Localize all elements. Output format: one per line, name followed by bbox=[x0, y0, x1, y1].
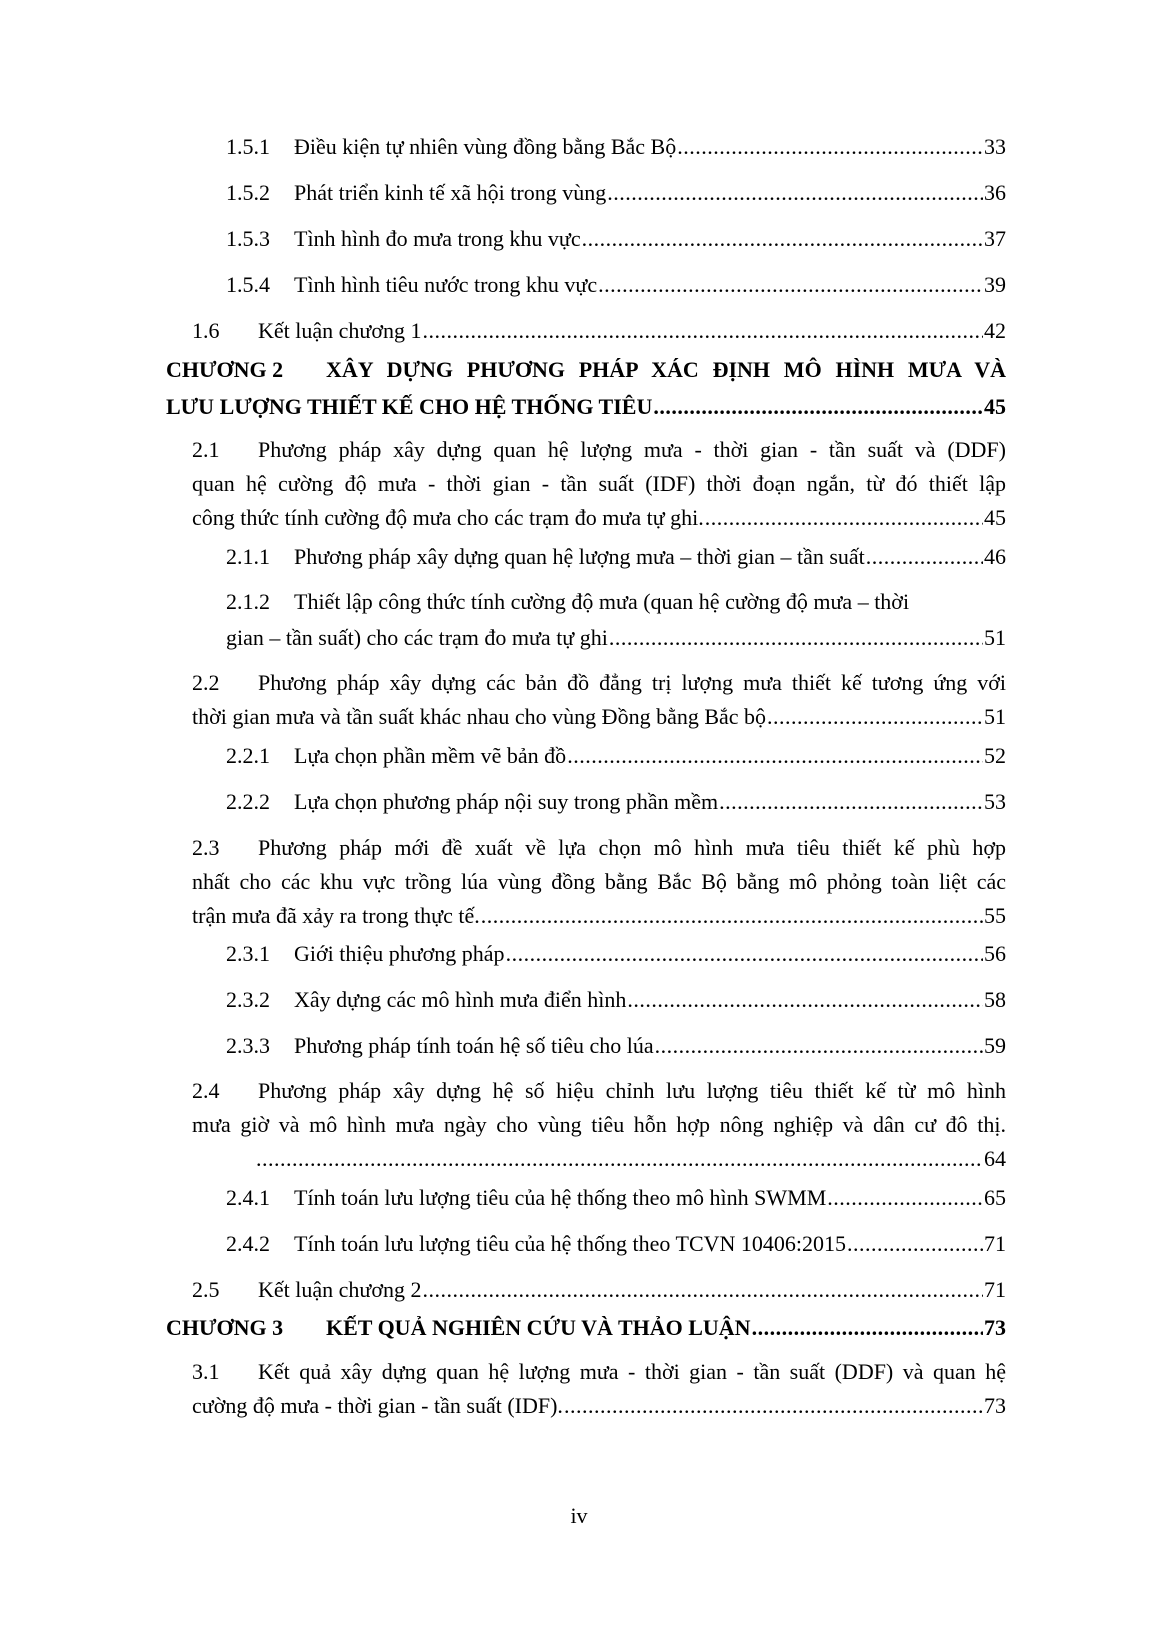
toc-entry-cont bbox=[0, 899, 1158, 933]
toc-entry-number: 2.3.1 bbox=[226, 941, 270, 966]
toc-entry-number: 2.3.3 bbox=[226, 1033, 270, 1058]
toc-entry-page: 59 bbox=[984, 1033, 1006, 1058]
toc-entry-cont bbox=[0, 1389, 1158, 1423]
dot-leader bbox=[422, 1273, 983, 1307]
dot-leader bbox=[567, 739, 983, 773]
toc-entry[interactable] bbox=[0, 1181, 1158, 1215]
toc-entry-number: 2.2 bbox=[192, 670, 220, 695]
toc-entry-title: Kết luận chương 1 bbox=[258, 318, 422, 343]
toc-entry-cont bbox=[0, 501, 1158, 535]
dot-leader bbox=[655, 1029, 983, 1063]
toc-entry[interactable] bbox=[0, 739, 1158, 773]
toc-entry-title: Giới thiệu phương pháp bbox=[294, 941, 505, 966]
toc-entry-cont bbox=[0, 700, 1158, 734]
toc-entry-title: Kết luận chương 2 bbox=[258, 1277, 422, 1302]
dot-leader bbox=[767, 700, 983, 734]
dot-leader bbox=[827, 1181, 983, 1215]
toc-entry[interactable] bbox=[0, 1029, 1158, 1063]
toc-entry-title: Phương pháp xây dựng quan hệ lượng mưa – thời gian – tần suất bbox=[294, 544, 865, 569]
toc-entry-title: mưa giờ và mô hình mưa ngày cho vùng tiêu hỗn hợp nông nghiệp và dân cư đô thị. bbox=[192, 1112, 1006, 1137]
toc-entry-title: quan hệ cường độ mưa - thời gian - tần suất (IDF) thời đoạn ngắn, từ đó thiết lập bbox=[192, 471, 1006, 496]
toc-entry[interactable] bbox=[0, 130, 1158, 164]
toc-entry-title: Phương pháp mới đề xuất về lựa chọn mô hình mưa tiêu thiết kế phù hợp bbox=[258, 835, 1006, 860]
toc-entry-number: 2.1.2 bbox=[226, 589, 270, 614]
toc-entry-title: gian – tần suất) cho các trạm đo mưa tự ghi bbox=[226, 625, 608, 650]
toc-entry-page: 37 bbox=[984, 226, 1006, 251]
toc-entry[interactable] bbox=[0, 268, 1158, 302]
toc-entry-title: Thiết lập công thức tính cường độ mưa (quan hệ cường độ mưa – thời bbox=[294, 589, 910, 614]
toc-entry-page: 71 bbox=[984, 1277, 1006, 1302]
dot-leader bbox=[256, 1142, 983, 1176]
toc-entry[interactable] bbox=[0, 540, 1158, 574]
toc-entry[interactable] bbox=[0, 1074, 1158, 1108]
dot-leader bbox=[564, 1389, 983, 1423]
toc-entry[interactable] bbox=[0, 1273, 1158, 1307]
dot-leader bbox=[582, 222, 983, 256]
toc-entry-number: 2.2.1 bbox=[226, 743, 270, 768]
dot-leader bbox=[719, 785, 983, 819]
toc-entry-page: 51 bbox=[984, 625, 1006, 650]
toc-entry[interactable] bbox=[0, 314, 1158, 348]
dot-leader bbox=[607, 176, 983, 210]
toc-entry-page: 71 bbox=[984, 1231, 1006, 1256]
toc-entry-cont bbox=[0, 621, 1158, 655]
toc-entry-page: 45 bbox=[984, 505, 1006, 530]
toc-entry-title: nhất cho các khu vực trồng lúa vùng đồng bằng Bắc Bộ bằng mô phỏng toàn liệt các bbox=[192, 869, 1006, 894]
toc-entry-title: Phương pháp xây dựng hệ số hiệu chỉnh lưu lượng tiêu thiết kế từ mô hình bbox=[258, 1078, 1006, 1103]
toc-entry[interactable] bbox=[0, 1355, 1158, 1389]
toc-entry[interactable] bbox=[0, 433, 1158, 467]
chapter-title-line: LƯU LƯỢNG THIẾT KẾ CHO HỆ THỐNG TIÊU bbox=[166, 394, 653, 419]
toc-entry-title: công thức tính cường độ mưa cho các trạm đo mưa tự ghi. bbox=[192, 505, 704, 530]
toc-entry-number: 1.5.3 bbox=[226, 226, 270, 251]
toc-entry-page: 58 bbox=[984, 987, 1006, 1012]
toc-entry-title: Phương pháp tính toán hệ số tiêu cho lúa bbox=[294, 1033, 654, 1058]
toc-entry-title: trận mưa đã xảy ra trong thực tế. bbox=[192, 903, 480, 928]
toc-entry[interactable] bbox=[0, 1227, 1158, 1261]
toc-entry-title: Điều kiện tự nhiên vùng đồng bằng Bắc Bộ bbox=[294, 134, 677, 159]
toc-entry-title: Tình hình đo mưa trong khu vực bbox=[294, 226, 581, 251]
toc-entry[interactable] bbox=[0, 222, 1158, 256]
toc-chapter-heading[interactable] bbox=[0, 353, 1158, 387]
toc-entry-number: 1.5.1 bbox=[226, 134, 270, 159]
toc-entry-title: cường độ mưa - thời gian - tần suất (IDF). bbox=[192, 1393, 563, 1418]
toc-entry-title: Xây dựng các mô hình mưa điển hình bbox=[294, 987, 627, 1012]
toc-entry-title: Lựa chọn phương pháp nội suy trong phần mềm bbox=[294, 789, 719, 814]
toc-entry-number: 3.1 bbox=[192, 1359, 220, 1384]
toc-entry-number: 2.4.2 bbox=[226, 1231, 270, 1256]
toc-entry-page: 39 bbox=[984, 272, 1006, 297]
toc-entry-number: 2.1 bbox=[192, 437, 220, 462]
toc-entry-page: 45 bbox=[984, 394, 1006, 419]
toc-entry[interactable] bbox=[0, 666, 1158, 700]
toc-entry-number: 1.5.4 bbox=[226, 272, 270, 297]
toc-entry-cont bbox=[0, 467, 1158, 501]
toc-entry-number: 2.4.1 bbox=[226, 1185, 270, 1210]
toc-entry[interactable] bbox=[0, 937, 1158, 971]
toc-entry-page: 55 bbox=[984, 903, 1006, 928]
toc-entry[interactable] bbox=[0, 585, 1158, 619]
toc-entry-number: 2.1.1 bbox=[226, 544, 270, 569]
toc-entry-page: 56 bbox=[984, 941, 1006, 966]
dot-leader bbox=[609, 621, 983, 655]
toc-entry-title: Tính toán lưu lượng tiêu của hệ thống theo TCVN 10406:2015 bbox=[294, 1231, 847, 1256]
toc-entry-number: 2.3 bbox=[192, 835, 220, 860]
dot-leader bbox=[866, 540, 983, 574]
toc-entry[interactable] bbox=[0, 831, 1158, 865]
dot-leader bbox=[506, 937, 983, 971]
toc-entry-cont bbox=[0, 1108, 1158, 1142]
chapter-title-line: KẾT QUẢ NGHIÊN CỨU VÀ THẢO LUẬN bbox=[326, 1315, 751, 1340]
dot-leader bbox=[677, 130, 983, 164]
toc-entry-page: 33 bbox=[984, 134, 1006, 159]
dot-leader bbox=[752, 1311, 983, 1345]
dot-leader bbox=[705, 501, 983, 535]
dot-leader bbox=[653, 390, 983, 424]
toc-entry-page: 65 bbox=[984, 1185, 1006, 1210]
toc-entry-page: 52 bbox=[984, 743, 1006, 768]
toc-entry-title: thời gian mưa và tần suất khác nhau cho vùng Đồng bằng Bắc bộ bbox=[192, 704, 767, 729]
toc-entry-cont bbox=[0, 1142, 1158, 1176]
dot-leader bbox=[847, 1227, 983, 1261]
toc-entry-page: 73 bbox=[984, 1315, 1006, 1340]
dot-leader bbox=[627, 983, 983, 1017]
toc-entry-page: 46 bbox=[984, 544, 1006, 569]
toc-entry-number: 2.5 bbox=[192, 1277, 220, 1302]
toc-entry-title: Kết quả xây dựng quan hệ lượng mưa - thời gian - tần suất (DDF) và quan hệ bbox=[258, 1359, 1006, 1384]
toc-entry-page: 42 bbox=[984, 318, 1006, 343]
toc-entry-title: Tính toán lưu lượng tiêu của hệ thống theo mô hình SWMM bbox=[294, 1185, 827, 1210]
toc-entry-page: 51 bbox=[984, 704, 1006, 729]
page-number: iv bbox=[570, 1503, 588, 1528]
chapter-title-line: XÂY DỰNG PHƯƠNG PHÁP XÁC ĐỊNH MÔ HÌNH MƯA VÀ bbox=[326, 357, 1006, 382]
toc-entry-number: 2.4 bbox=[192, 1078, 220, 1103]
toc-entry-title: Phát triển kinh tế xã hội trong vùng bbox=[294, 180, 607, 205]
toc-entry-number: 2.2.2 bbox=[226, 789, 270, 814]
toc-entry-page: 64 bbox=[984, 1146, 1006, 1171]
toc-entry-title: Phương pháp xây dựng quan hệ lượng mưa - thời gian - tần suất và (DDF) bbox=[258, 437, 1006, 462]
chapter-number: CHƯƠNG 3 bbox=[166, 1315, 284, 1340]
toc-entry-title: Tình hình tiêu nước trong khu vực bbox=[294, 272, 598, 297]
toc-entry-title: Lựa chọn phần mềm vẽ bản đồ bbox=[294, 743, 567, 768]
toc-entry-number: 1.5.2 bbox=[226, 180, 270, 205]
toc-entry-page: 73 bbox=[984, 1393, 1006, 1418]
toc-entry[interactable] bbox=[0, 983, 1158, 1017]
dot-leader bbox=[598, 268, 983, 302]
toc-entry-page: 53 bbox=[984, 789, 1006, 814]
toc-chapter-heading-cont[interactable] bbox=[0, 390, 1158, 424]
dot-leader bbox=[422, 314, 983, 348]
toc-entry[interactable] bbox=[0, 176, 1158, 210]
toc-chapter-heading[interactable] bbox=[0, 1311, 1158, 1345]
toc-entry-page: 36 bbox=[984, 180, 1006, 205]
toc-entry[interactable] bbox=[0, 785, 1158, 819]
toc-entry-cont bbox=[0, 865, 1158, 899]
toc-entry-title: Phương pháp xây dựng các bản đồ đẳng trị lượng mưa thiết kế tương ứng với bbox=[258, 670, 1006, 695]
toc-entry-number: 2.3.2 bbox=[226, 987, 270, 1012]
chapter-number: CHƯƠNG 2 bbox=[166, 357, 284, 382]
dot-leader bbox=[481, 899, 983, 933]
toc-entry-number: 1.6 bbox=[192, 318, 220, 343]
